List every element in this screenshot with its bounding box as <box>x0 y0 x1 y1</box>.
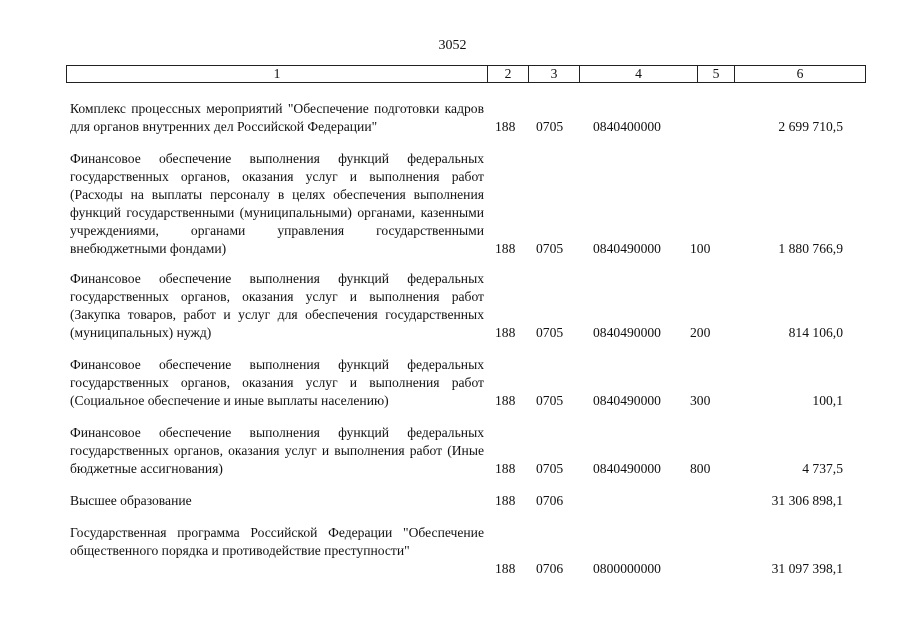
row-gp-code: 188 <box>495 325 516 340</box>
row-name: Финансовое обеспечение выполнения функций федеральных государственных органов, оказания услуг и выполнения работ (Расходы на выплаты персоналу в целях обеспечения выполнения функций государственными (муниципальными) органами, казенными учреждениями, органами управления государственными внебюджетными фондами) <box>70 151 484 256</box>
row-name: Финансовое обеспечение выполнения функций федеральных государственных органов, оказания услуг и выполнения работ (Иные бюджетные ассигнования) <box>70 425 484 476</box>
row-section-code: 0705 <box>536 393 564 408</box>
row-gp-code: 188 <box>495 493 516 508</box>
column-header-5: 5 <box>698 66 735 83</box>
row-type-code: 200 <box>690 325 711 340</box>
column-header-6: 6 <box>735 66 866 83</box>
column-header-1: 1 <box>67 66 488 83</box>
column-header-row <box>67 66 866 83</box>
row-amount: 31 097 398,1 <box>771 561 843 576</box>
row-target-code: 0840400000 <box>593 119 661 134</box>
table-row <box>0 356 905 410</box>
row-gp-code: 188 <box>495 241 516 256</box>
row-name: Государственная программа Российской Федерации "Обеспечение общественного порядка и противодействие преступности" <box>70 525 484 558</box>
column-header-4: 4 <box>580 66 698 83</box>
row-gp-code: 188 <box>495 461 516 476</box>
row-name: Финансовое обеспечение выполнения функций федеральных государственных органов, оказания услуг и выполнения работ (Социальное обеспечение и иные выплаты населению) <box>70 357 484 408</box>
row-name: Финансовое обеспечение выполнения функций федеральных государственных органов, оказания услуг и выполнения работ (Закупка товаров, работ и услуг для обеспечения государственных (муниципальных) нужд) <box>70 271 484 340</box>
row-amount: 1 880 766,9 <box>778 241 843 256</box>
row-section-code: 0705 <box>536 461 564 476</box>
table-row <box>0 524 905 578</box>
row-gp-code: 188 <box>495 119 516 134</box>
row-target-code: 0800000000 <box>593 561 661 576</box>
table-row <box>0 150 905 258</box>
row-type-code: 800 <box>690 461 711 476</box>
table-row <box>0 492 905 510</box>
table-row <box>0 100 905 136</box>
row-type-code: 300 <box>690 393 711 408</box>
row-section-code: 0705 <box>536 325 564 340</box>
row-gp-code: 188 <box>495 561 516 576</box>
row-target-code: 0840490000 <box>593 461 661 476</box>
row-amount: 814 106,0 <box>788 325 843 340</box>
row-amount: 100,1 <box>812 393 843 408</box>
row-section-code: 0706 <box>536 561 564 576</box>
row-target-code: 0840490000 <box>593 241 661 256</box>
row-target-code: 0840490000 <box>593 325 661 340</box>
row-target-code: 0840490000 <box>593 393 661 408</box>
row-section-code: 0706 <box>536 493 564 508</box>
page-number: 3052 <box>438 38 467 53</box>
table-row <box>0 424 905 478</box>
row-gp-code: 188 <box>495 393 516 408</box>
row-amount: 4 737,5 <box>802 461 843 476</box>
column-header-2: 2 <box>488 66 529 83</box>
row-amount: 31 306 898,1 <box>771 493 843 508</box>
row-type-code: 100 <box>690 241 711 256</box>
column-header-table <box>66 65 866 83</box>
table-row <box>0 270 905 342</box>
row-name: Высшее образование <box>70 493 192 508</box>
row-section-code: 0705 <box>536 241 564 256</box>
row-amount: 2 699 710,5 <box>778 119 843 134</box>
row-name: Комплекс процессных мероприятий "Обеспечение подготовки кадров для органов внутренних дел Российской Федерации" <box>70 101 484 134</box>
row-section-code: 0705 <box>536 119 564 134</box>
column-header-3: 3 <box>529 66 580 83</box>
